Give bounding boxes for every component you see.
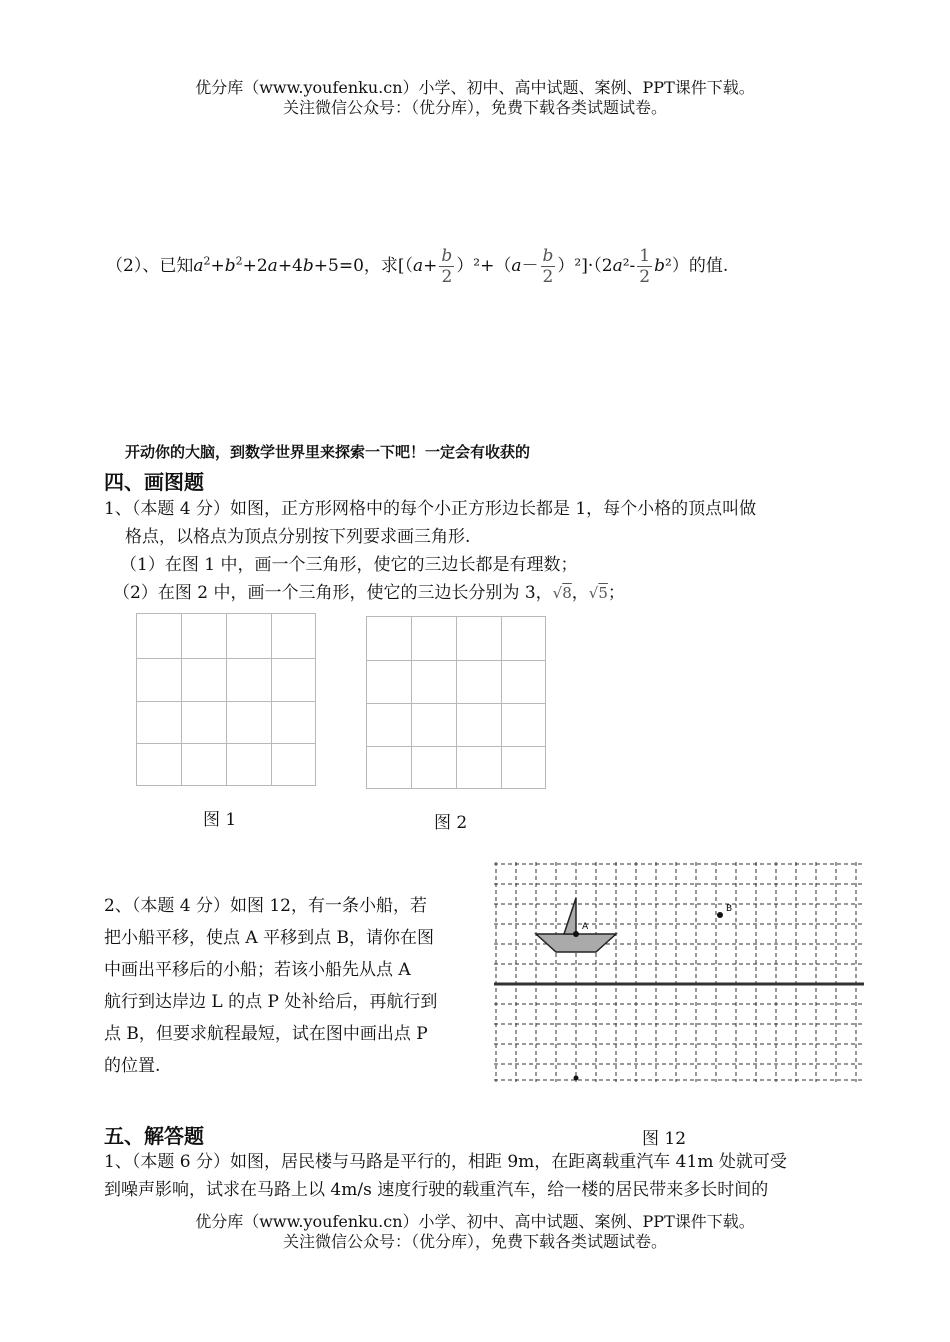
header-line-2: 关注微信公众号：（优分库），免费下载各类试题试卷。 [282, 98, 667, 117]
fraction-denominator: 2 [639, 267, 651, 287]
boat-sail [564, 898, 576, 934]
s4-q1-sub2: （2）在图 2 中，画一个三角形，使它的三边长分别为 3，√8，√5； [113, 583, 625, 603]
s4-q2-line: 的位置. [104, 1056, 161, 1076]
op: ）²+（ [456, 256, 512, 276]
figure-1-caption: 图 1 [203, 810, 237, 830]
sqrt-symbol: √8 [552, 584, 572, 602]
var-b: b [224, 256, 236, 276]
point-b-label: B [726, 904, 733, 914]
op: +2 [242, 256, 268, 276]
sqrt-8-radicand: 8 [562, 584, 572, 602]
op: + [423, 256, 438, 276]
figure-2-caption: 图 2 [434, 813, 468, 833]
s4-q2-line: 点 B，但要求航程最短，试在图中画出点 P [104, 1024, 428, 1044]
problem-2-prefix: （2）、已知 [106, 256, 194, 276]
figure-2-grid [366, 616, 546, 789]
figure-12-caption: 图 12 [642, 1129, 687, 1149]
op: +4 [277, 256, 303, 276]
s4-q1-line2: 格点，以格点为顶点分别按下列要求画三角形. [125, 527, 471, 547]
section-5-title: 五、解答题 [104, 1124, 204, 1148]
s4-q1-sub1: （1）在图 1 中，画一个三角形，使它的三边长都是有理数； [120, 555, 578, 575]
var-b: b [302, 256, 314, 276]
figure-12 [494, 862, 864, 1082]
s5-q1-line1: 1、（本题 6 分）如图，居民楼与马路是平行的，相距 9m，在距离载重汽车 41m 处就可受 [104, 1152, 787, 1172]
fraction-numerator: b [542, 246, 554, 266]
figure-12-grid [494, 862, 864, 1082]
fraction-denominator: 2 [542, 267, 554, 287]
op: ）²]·（2 [557, 256, 613, 276]
s4-q2-line: 航行到达岸边 L 的点 P 处补给后，再航行到 [104, 992, 438, 1012]
sqrt-symbol: √5 [588, 584, 608, 602]
var-a: a [193, 256, 204, 276]
motto: 开动你的大脑，到数学世界里来探索一下吧！一定会有收获的 [125, 443, 531, 461]
op: ²- [622, 256, 636, 276]
s4-q1-sub2-end: ； [607, 583, 625, 603]
fraction-numerator: 1 [639, 246, 651, 266]
s4-q1-line1: 1、（本题 4 分）如图，正方形网格中的每个小正方形边长都是 1，每个小格的顶点叫做 [104, 499, 757, 519]
op: ²）的值. [665, 256, 729, 276]
point-a-label: A [582, 922, 589, 932]
fraction-b-over-2 [541, 246, 556, 287]
fraction-numerator: b [441, 246, 453, 266]
fraction-one-half [637, 246, 652, 287]
point-a [573, 931, 579, 937]
s4-q2-line: 2、（本题 4 分）如图 12，有一条小船，若 [104, 896, 427, 916]
s5-q1-line2: 到噪声影响，试求在马路上以 4m/s 速度行驶的载重汽车，给一楼的居民带来多长时间的 [104, 1180, 769, 1200]
figure-1-grid [136, 613, 316, 787]
sqrt-5-radicand: 5 [598, 584, 608, 602]
point-b [717, 912, 723, 918]
var-a: a [612, 256, 623, 276]
header-line-1: 优分库（www.youfenku.cn）小学、初中、高中试题、案例、PPT课件下载。 [195, 78, 755, 97]
var-a: a [413, 256, 424, 276]
var-b: b [654, 256, 665, 276]
footer-line-2: 关注微信公众号：（优分库），免费下载各类试题试卷。 [282, 1232, 667, 1251]
s4-q2-line: 中画出平移后的小船；若该小船先从点 A [104, 960, 411, 980]
op: +5=0，求[（ [313, 256, 414, 276]
bottom-point [574, 1076, 579, 1081]
op: + [210, 256, 225, 276]
s4-q2-line: 把小船平移，使点 A 平移到点 B，请你在图 [104, 928, 434, 948]
fraction-b-over-2 [439, 246, 454, 287]
problem-2: （2）、已知$a^2+b^2+2a+4b+5=0$，求[（a+ $\frac{b}{2}$ ）²+（a－ $\frac{b}{2}$ ）²]·（2a²- $\frac{1}{2}$ b²）的值. [106, 246, 729, 287]
s4-q1-sub2-prefix: （2）在图 2 中，画一个三角形，使它的三边长分别为 3， [113, 583, 553, 603]
s4-q2 [104, 890, 437, 1082]
footer-line-1: 优分库（www.youfenku.cn）小学、初中、高中试题、案例、PPT课件下载。 [195, 1212, 755, 1231]
section-4-title: 四、画图题 [104, 470, 204, 494]
var-a: a [511, 256, 522, 276]
op: － [521, 256, 539, 276]
fraction-denominator: 2 [441, 267, 453, 287]
var-a: a [267, 256, 278, 276]
